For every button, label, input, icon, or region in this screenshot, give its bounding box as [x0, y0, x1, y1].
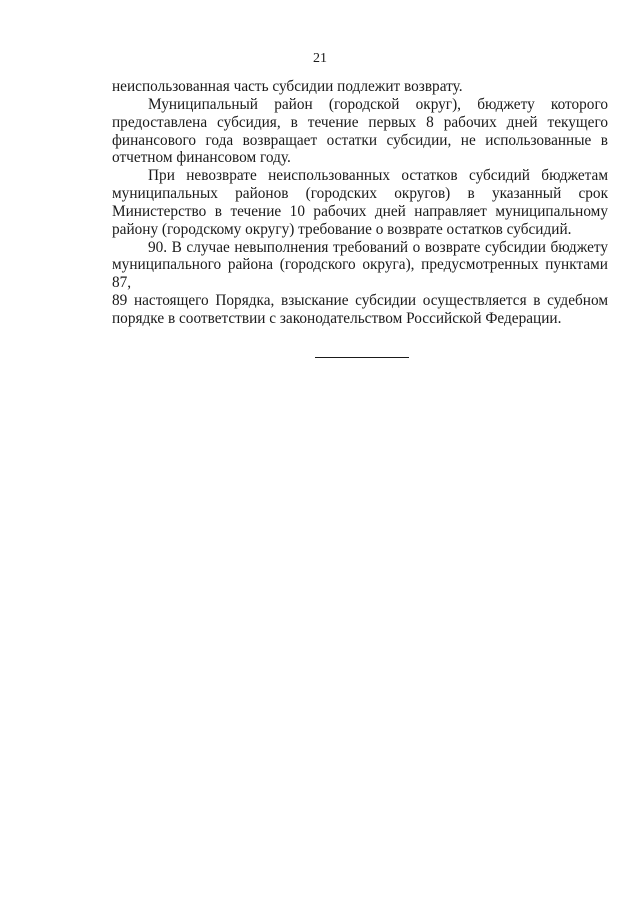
paragraph-line: Министерство в течение 10 рабочих дней направляет муниципальному [112, 202, 608, 220]
paragraph-line: муниципальных районов (городских округов) в указанный срок [112, 185, 608, 203]
paragraph-continuation [112, 78, 608, 96]
paragraph-non-return [112, 167, 608, 238]
paragraph-line: Муниципальный район (городской округ), бюджету которого [148, 95, 608, 113]
paragraph-line: отчетном финансовом году. [112, 149, 291, 167]
paragraph-line: предоставлена субсидия, в течение первых 8 рабочих дней текущего [112, 113, 608, 131]
paragraph-line: При невозврате неиспользованных остатков субсидий бюджетам [148, 167, 608, 185]
paragraph-line: финансового года возвращает остатки субсидии, не использованные в [112, 131, 608, 149]
paragraph-line: району (городскому округу) требование о возврате остатков субсидий. [112, 220, 572, 238]
paragraph-line: муниципального района (городского округа), предусмотренных пунктами 87, [112, 256, 608, 292]
document-body [112, 78, 608, 328]
paragraph-line: неиспользованная часть субсидии подлежит возврату. [112, 78, 463, 95]
paragraph-line: 89 настоящего Порядка, взыскание субсидии осуществляется в судебном [112, 292, 608, 310]
paragraph-subsidy-return [112, 96, 608, 167]
page-number: 21 [313, 51, 327, 66]
paragraph-item-90 [112, 239, 608, 328]
end-separator-line [315, 357, 409, 358]
paragraph-line: 90. В случае невыполнения требований о возврате субсидии бюджету [148, 238, 608, 256]
paragraph-line: порядке в соответствии с законодательством Российской Федерации. [112, 309, 562, 327]
